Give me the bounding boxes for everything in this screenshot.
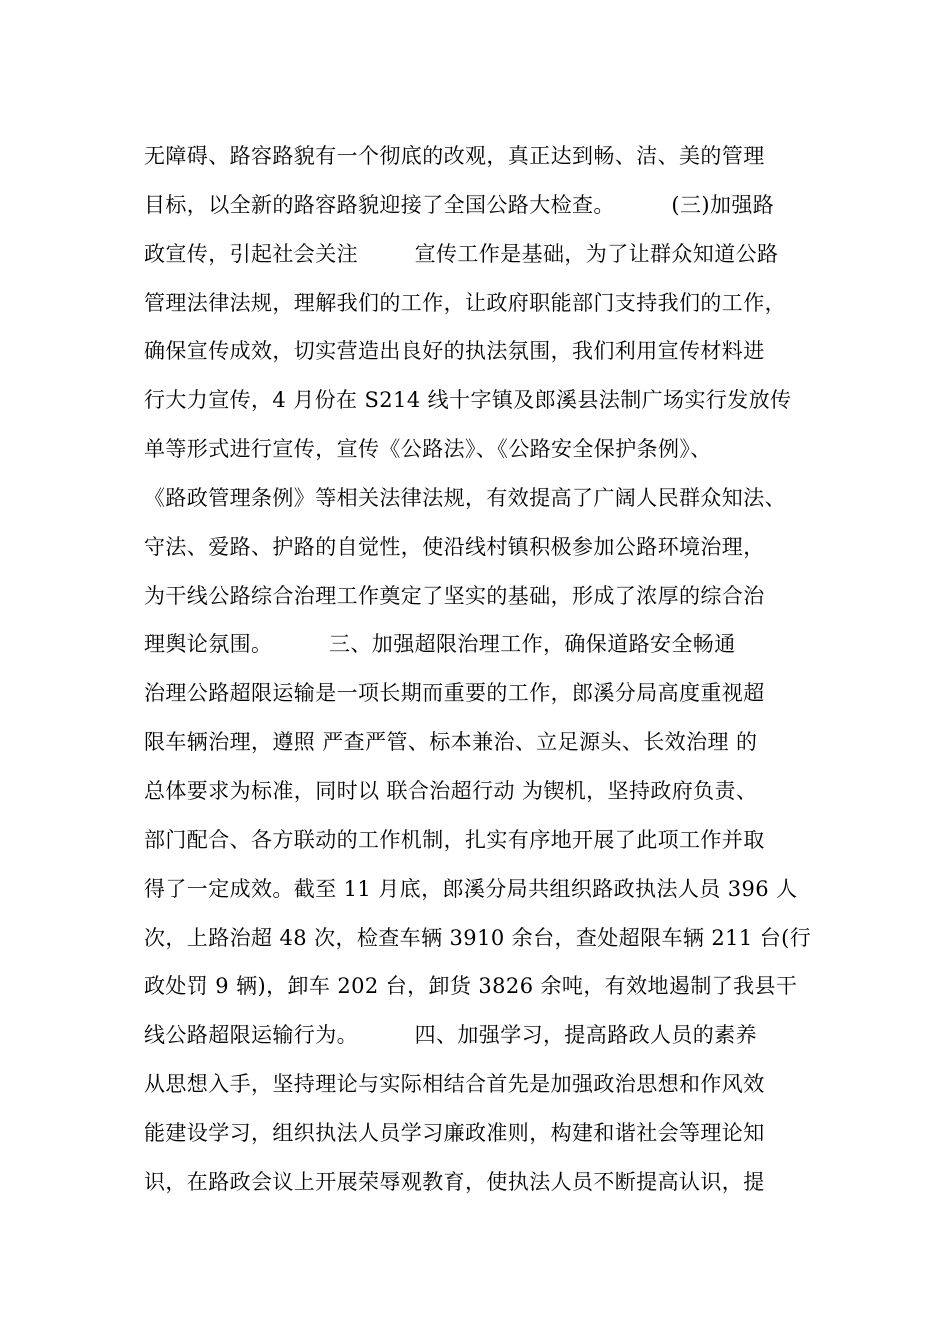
text-line: 《路政管理条例》等相关法律法规，有效提高了广阔人民群众知法、 xyxy=(144,485,786,510)
text-line: 线公路超限运输行为。 四、加强学习，提高路政人员的素养 xyxy=(144,1023,757,1048)
text-line: 为干线公路综合治理工作奠定了坚实的基础，形成了浓厚的综合治 xyxy=(144,583,765,608)
text-line: 从思想入手，坚持理论与实际相结合首先是加强政治思想和作风效 xyxy=(144,1072,765,1097)
text-line: 守法、爱路、护路的自觉性，使沿线村镇积极参加公路环境治理， xyxy=(144,534,765,559)
text-line: 限车辆治理，遵照 严查严管、标本兼治、立足源头、长效治理 的 xyxy=(144,730,758,755)
text-line: 目标，以全新的路容路貌迎接了全国公路大检查。 (三)加强路 xyxy=(144,192,775,217)
text-line: 管理法律法规，理解我们的工作，让政府职能部门支持我们的工作， xyxy=(144,290,786,315)
text-line: 确保宣传成效，切实营造出良好的执法氛围，我们利用宣传材料进 xyxy=(144,339,765,364)
text-line: 能建设学习，组织执法人员学习廉政准则，构建和谐社会等理论知 xyxy=(144,1120,765,1145)
text-line: 次，上路治超 48 次，检查车辆 3910 余台，查处超限车辆 211 台(行 xyxy=(144,925,812,950)
text-line: 政宣传，引起社会关注 宣传工作是基础，为了让群众知道公路 xyxy=(144,241,779,266)
text-line: 行大力宣传，4 月份在 S214 线十字镇及郎溪县法制广场实行发放传 xyxy=(144,388,792,413)
text-line: 部门配合、各方联动的工作机制，扎实有序地开展了此项工作并取 xyxy=(144,827,765,852)
text-line: 得了一定成效。截至 11 月底，郎溪分局共组织路政执法人员 396 人 xyxy=(144,876,798,901)
text-line: 单等形式进行宣传，宣传《公路法》、《公路安全保护条例》、 xyxy=(144,437,712,462)
text-line: 识，在路政会议上开展荣辱观教育，使执法人员不断提高认识，提 xyxy=(144,1169,765,1194)
text-line: 理舆论氛围。 三、加强超限治理工作，确保道路安全畅通 xyxy=(144,632,736,657)
text-line: 总体要求为标准，同时以 联合治超行动 为锲机，坚持政府负责、 xyxy=(144,778,758,803)
body-text xyxy=(144,132,844,1207)
text-line: 政处罚 9 辆)，卸车 202 台，卸货 3826 余吨，有效地遏制了我县干 xyxy=(144,974,798,999)
text-line: 无障碍、路容路貌有一个彻底的改观，真正达到畅、洁、美的管理 xyxy=(144,144,765,168)
text-line: 治理公路超限运输是一项长期而重要的工作，郎溪分局高度重视超 xyxy=(144,681,765,706)
